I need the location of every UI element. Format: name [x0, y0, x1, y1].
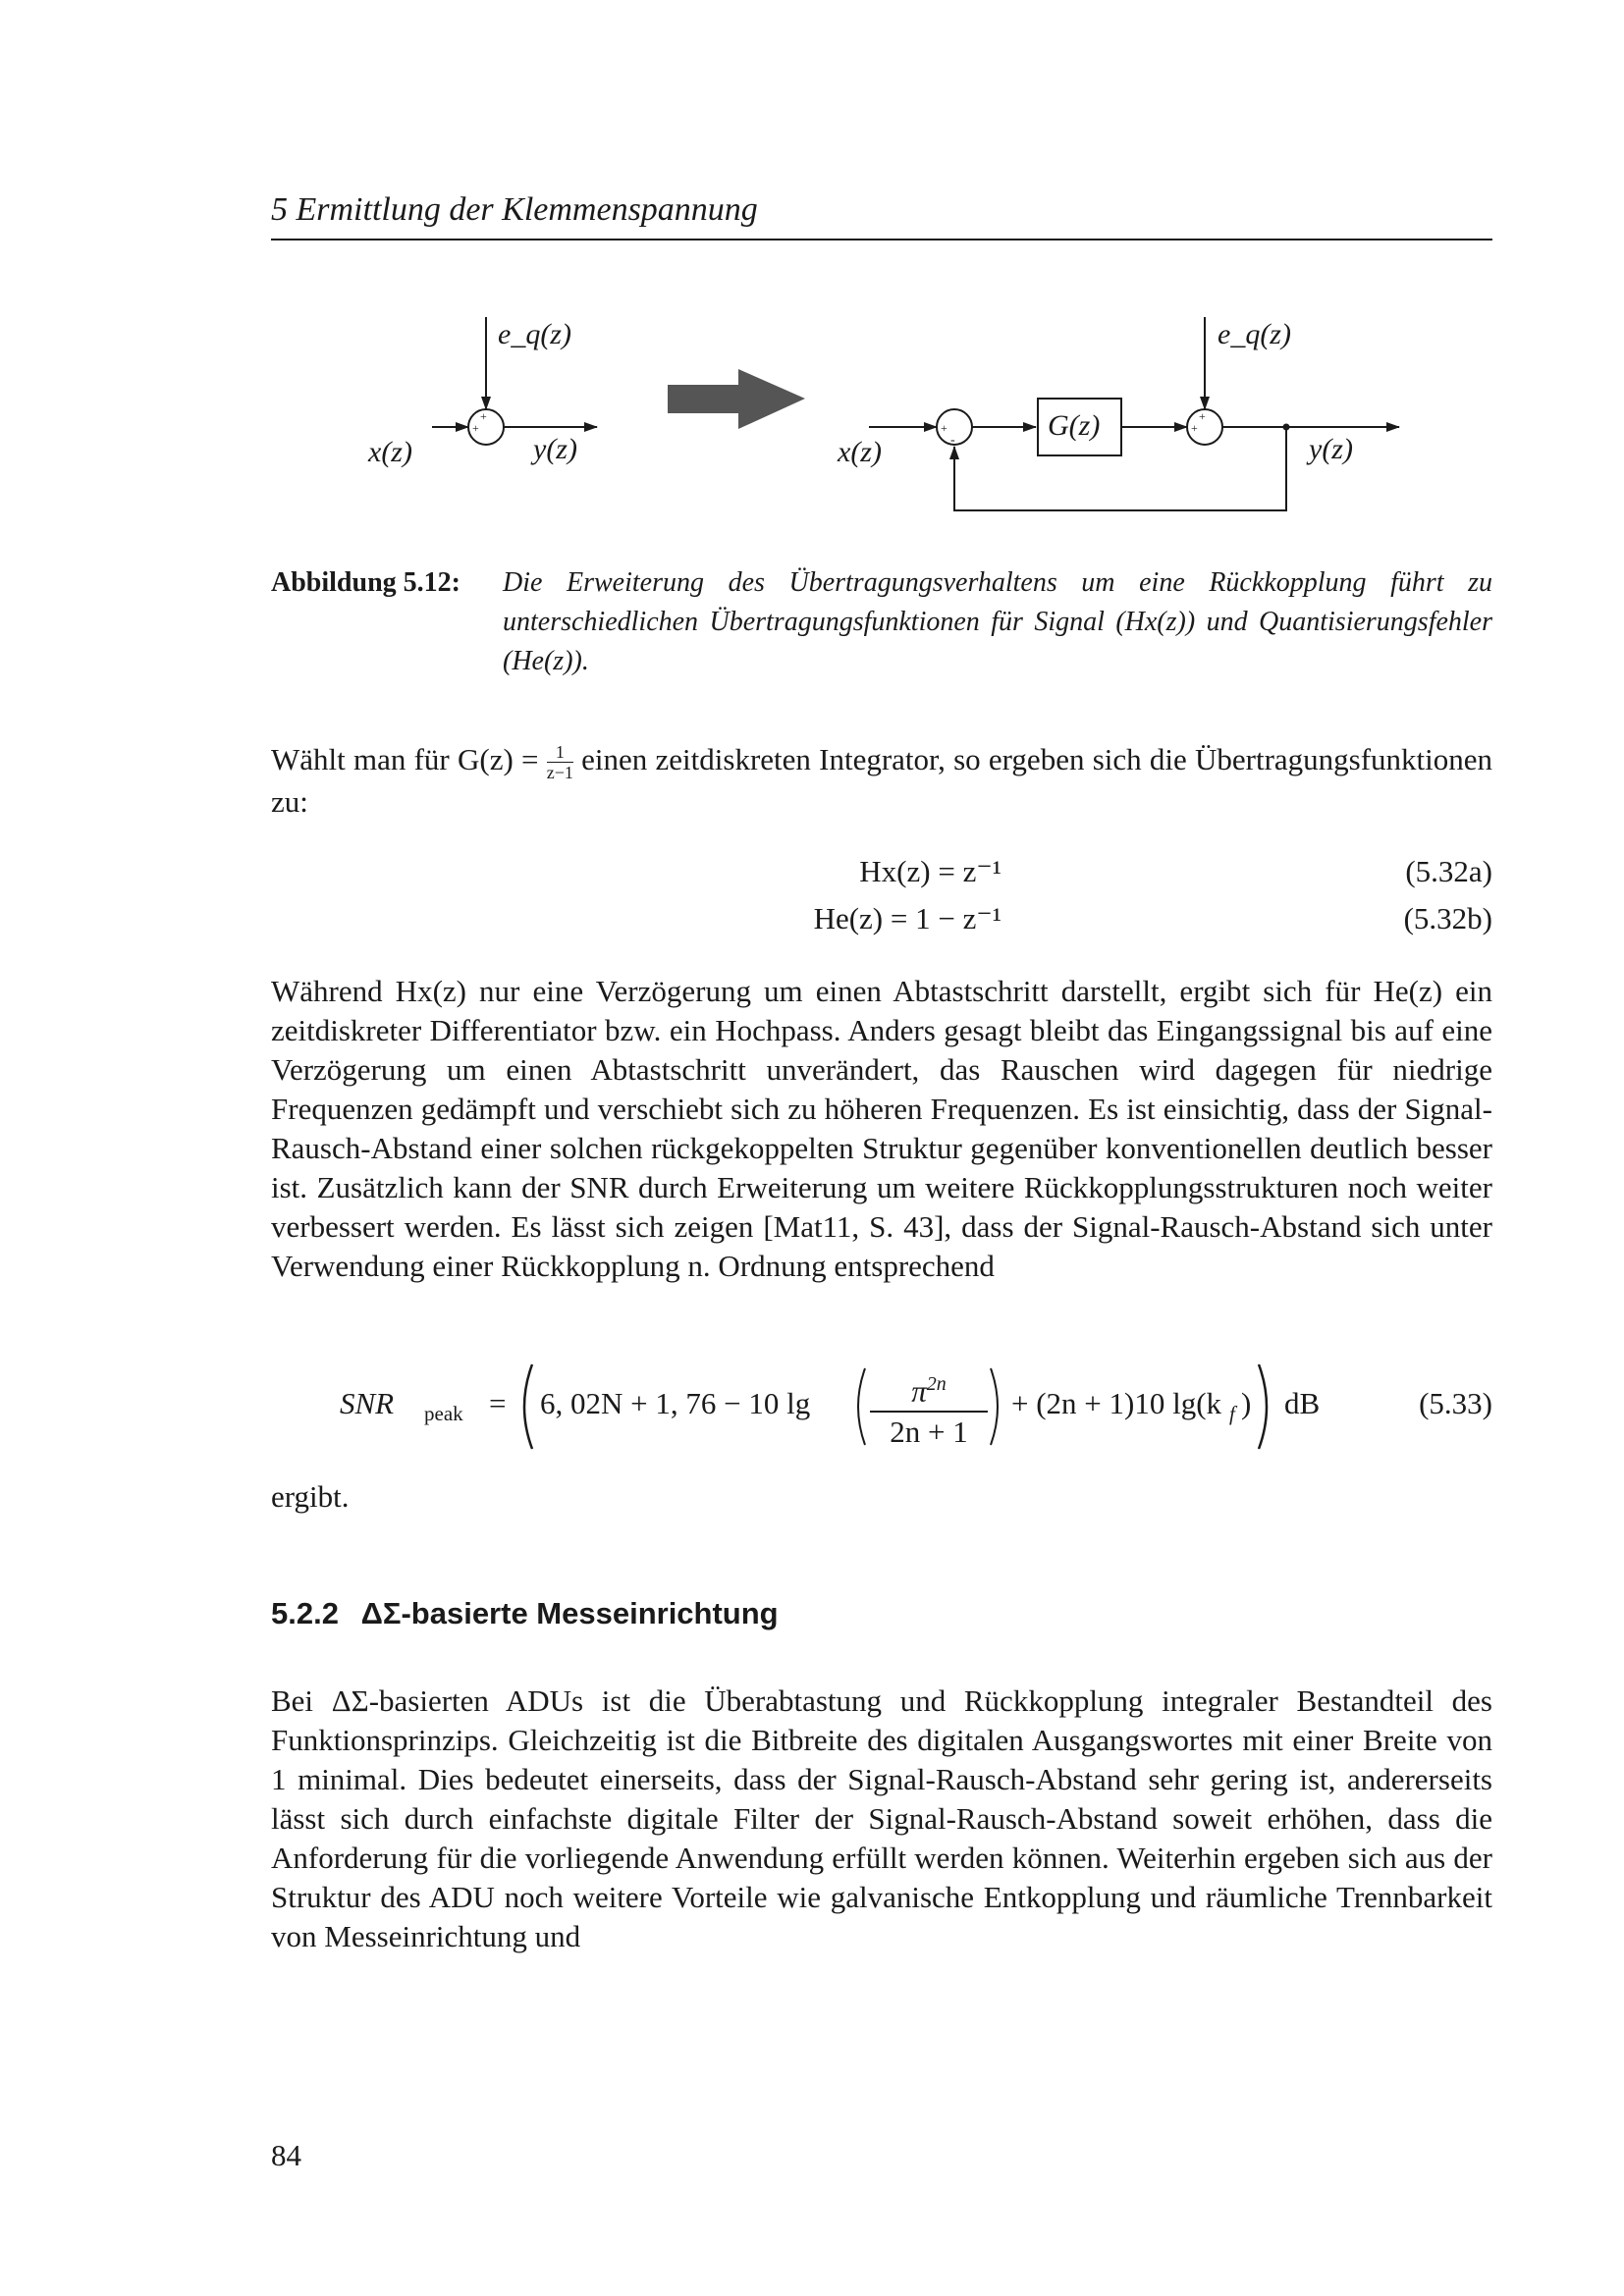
right-sum2-plus-top: +	[1199, 409, 1206, 423]
para1-fraction	[547, 742, 573, 782]
left-diagram	[367, 317, 597, 468]
eq533-part2-end: )	[1241, 1386, 1252, 1420]
running-head: 5 Ermittlung der Klemmenspannung	[271, 191, 758, 228]
section-number: 5.2.2	[271, 1596, 339, 1630]
eq533-big-paren-open	[514, 1362, 536, 1451]
eq533-frac-den: 2n + 1	[870, 1411, 988, 1452]
eq533-part1: 6, 02N + 1, 76 − 10 lg	[540, 1386, 811, 1420]
para1-before: Wählt man für G(z) =	[271, 742, 539, 776]
right-sum1-plus: +	[941, 421, 947, 435]
equation-532a-number: (5.32a)	[1405, 854, 1492, 888]
eq533-part2-sub: f	[1229, 1402, 1235, 1425]
para1-frac-den: z−1	[546, 763, 573, 783]
equation-532a: Hx(z) = z⁻¹	[859, 854, 1001, 888]
eq533-fraction	[870, 1364, 988, 1452]
right-sum2-plus-left: +	[1191, 421, 1198, 435]
left-eq-label: e_q(z)	[498, 318, 571, 350]
left-sum-plus-top: +	[480, 409, 487, 423]
right-eq-label: e_q(z)	[1218, 318, 1291, 350]
paragraph-differentiator: Während Hx(z) nur eine Verzögerung um einen Abtastschritt darstellt, ergibt sich für He(z) ein zeitdiskreter Differentiator bzw. ein Hochpass. Anders gesagt bleibt das Eingangssignal bis auf eine Verzögerung um einen Abtastschritt unverändert, das Rauschen wird dagegen für niedrige Frequenzen gedämpft und verschiebt sich zu höheren Frequenzen. Es ist einsichtig, dass der Signal-Rausch-Abstand einer solchen rückgekoppelten Struktur gegenüber konventionellen deutlich besser ist. Zusätzlich kann der SNR durch Erweiterung um weitere Rückkopplungsstrukturen noch weiter verbessert werden. Es lässt sich zeigen [Mat11, S. 43], dass der Signal-Rausch-Abstand sich unter Verwendung einer Rückkopplung n. Ordnung entsprechend	[271, 974, 1492, 1283]
equation-532b-number: (5.32b)	[1403, 901, 1492, 935]
eq533-unit: dB	[1284, 1386, 1321, 1420]
para1-frac-num: 1	[547, 742, 573, 763]
right-sum1-minus: -	[950, 433, 955, 448]
section-title: ΔΣ-basierte Messeinrichtung	[360, 1596, 779, 1630]
eq533-pi-sup: 2n	[926, 1373, 947, 1395]
left-y-label: y(z)	[533, 433, 577, 465]
eq533-pi: π	[911, 1373, 927, 1409]
page-number: 84	[271, 2138, 301, 2172]
equation-532b: He(z) = 1 − z⁻¹	[813, 901, 1001, 935]
eq533-paren-close	[988, 1366, 1005, 1447]
right-block-label: G(z)	[1048, 409, 1101, 442]
eq533-equals: =	[489, 1386, 507, 1420]
eq533-paren-open	[850, 1366, 868, 1447]
section-heading	[271, 1596, 779, 1631]
caption-text: Die Erweiterung des Übertragungsverhaltens um eine Rückkopplung führt zu unterschiedlichen Übertragungsfunktionen für Signal (Hx(z)) und Quantisierungsfehler (He(z)).	[503, 567, 1492, 676]
block-diagram-figure	[0, 294, 1624, 550]
caption-label: Abbildung 5.12:	[271, 567, 460, 598]
eq533-big-paren-close	[1255, 1362, 1276, 1451]
paragraph-delta-sigma: Bei ΔΣ-basierten ADUs ist die Überabtastung und Rückkopplung integraler Bestandteil des Funktionsprinzips. Gleichzeitig ist die Bitbreite des digitalen Ausgangswortes mit einer Breite von 1 minimal. Dies bedeutet einerseits, dass der Signal-Rausch-Abstand sehr gering ist, andererseits lässt sich durch einfachste digitale Filter der Signal-Rausch-Abstand soweit erhöhen, dass die Anforderung für die vorliegende Anwendung erfüllt werden können. Weiterhin ergeben sich aus der Struktur des ADU noch weitere Vorteile wie galvanische Entkopplung und räumliche Trennbarkeit von Messeinrichtung und	[271, 1683, 1492, 1953]
eq533-lhs: SNR	[340, 1386, 395, 1420]
paragraph-integrator	[271, 740, 1492, 822]
transition-arrow-icon	[668, 369, 805, 429]
header-rule	[271, 239, 1492, 240]
right-diagram	[837, 317, 1399, 510]
equation-533-number: (5.33)	[1419, 1386, 1492, 1420]
left-x-label: x(z)	[368, 436, 412, 468]
para1-after: einen zeitdiskreten Integrator, so ergeben sich die Übertragungsfunktionen zu:	[271, 742, 1493, 820]
equation-533	[340, 1362, 1341, 1451]
right-x-label: x(z)	[838, 436, 882, 468]
eq533-part2: + (2n + 1)10 lg(k	[1011, 1386, 1222, 1420]
eq533-lhs-sub: peak	[424, 1402, 463, 1425]
left-sum-plus-left: +	[472, 421, 479, 435]
eq533-frac-num	[870, 1364, 988, 1411]
after-equation-text: ergibt.	[271, 1479, 350, 1514]
right-y-label: y(z)	[1309, 433, 1353, 465]
